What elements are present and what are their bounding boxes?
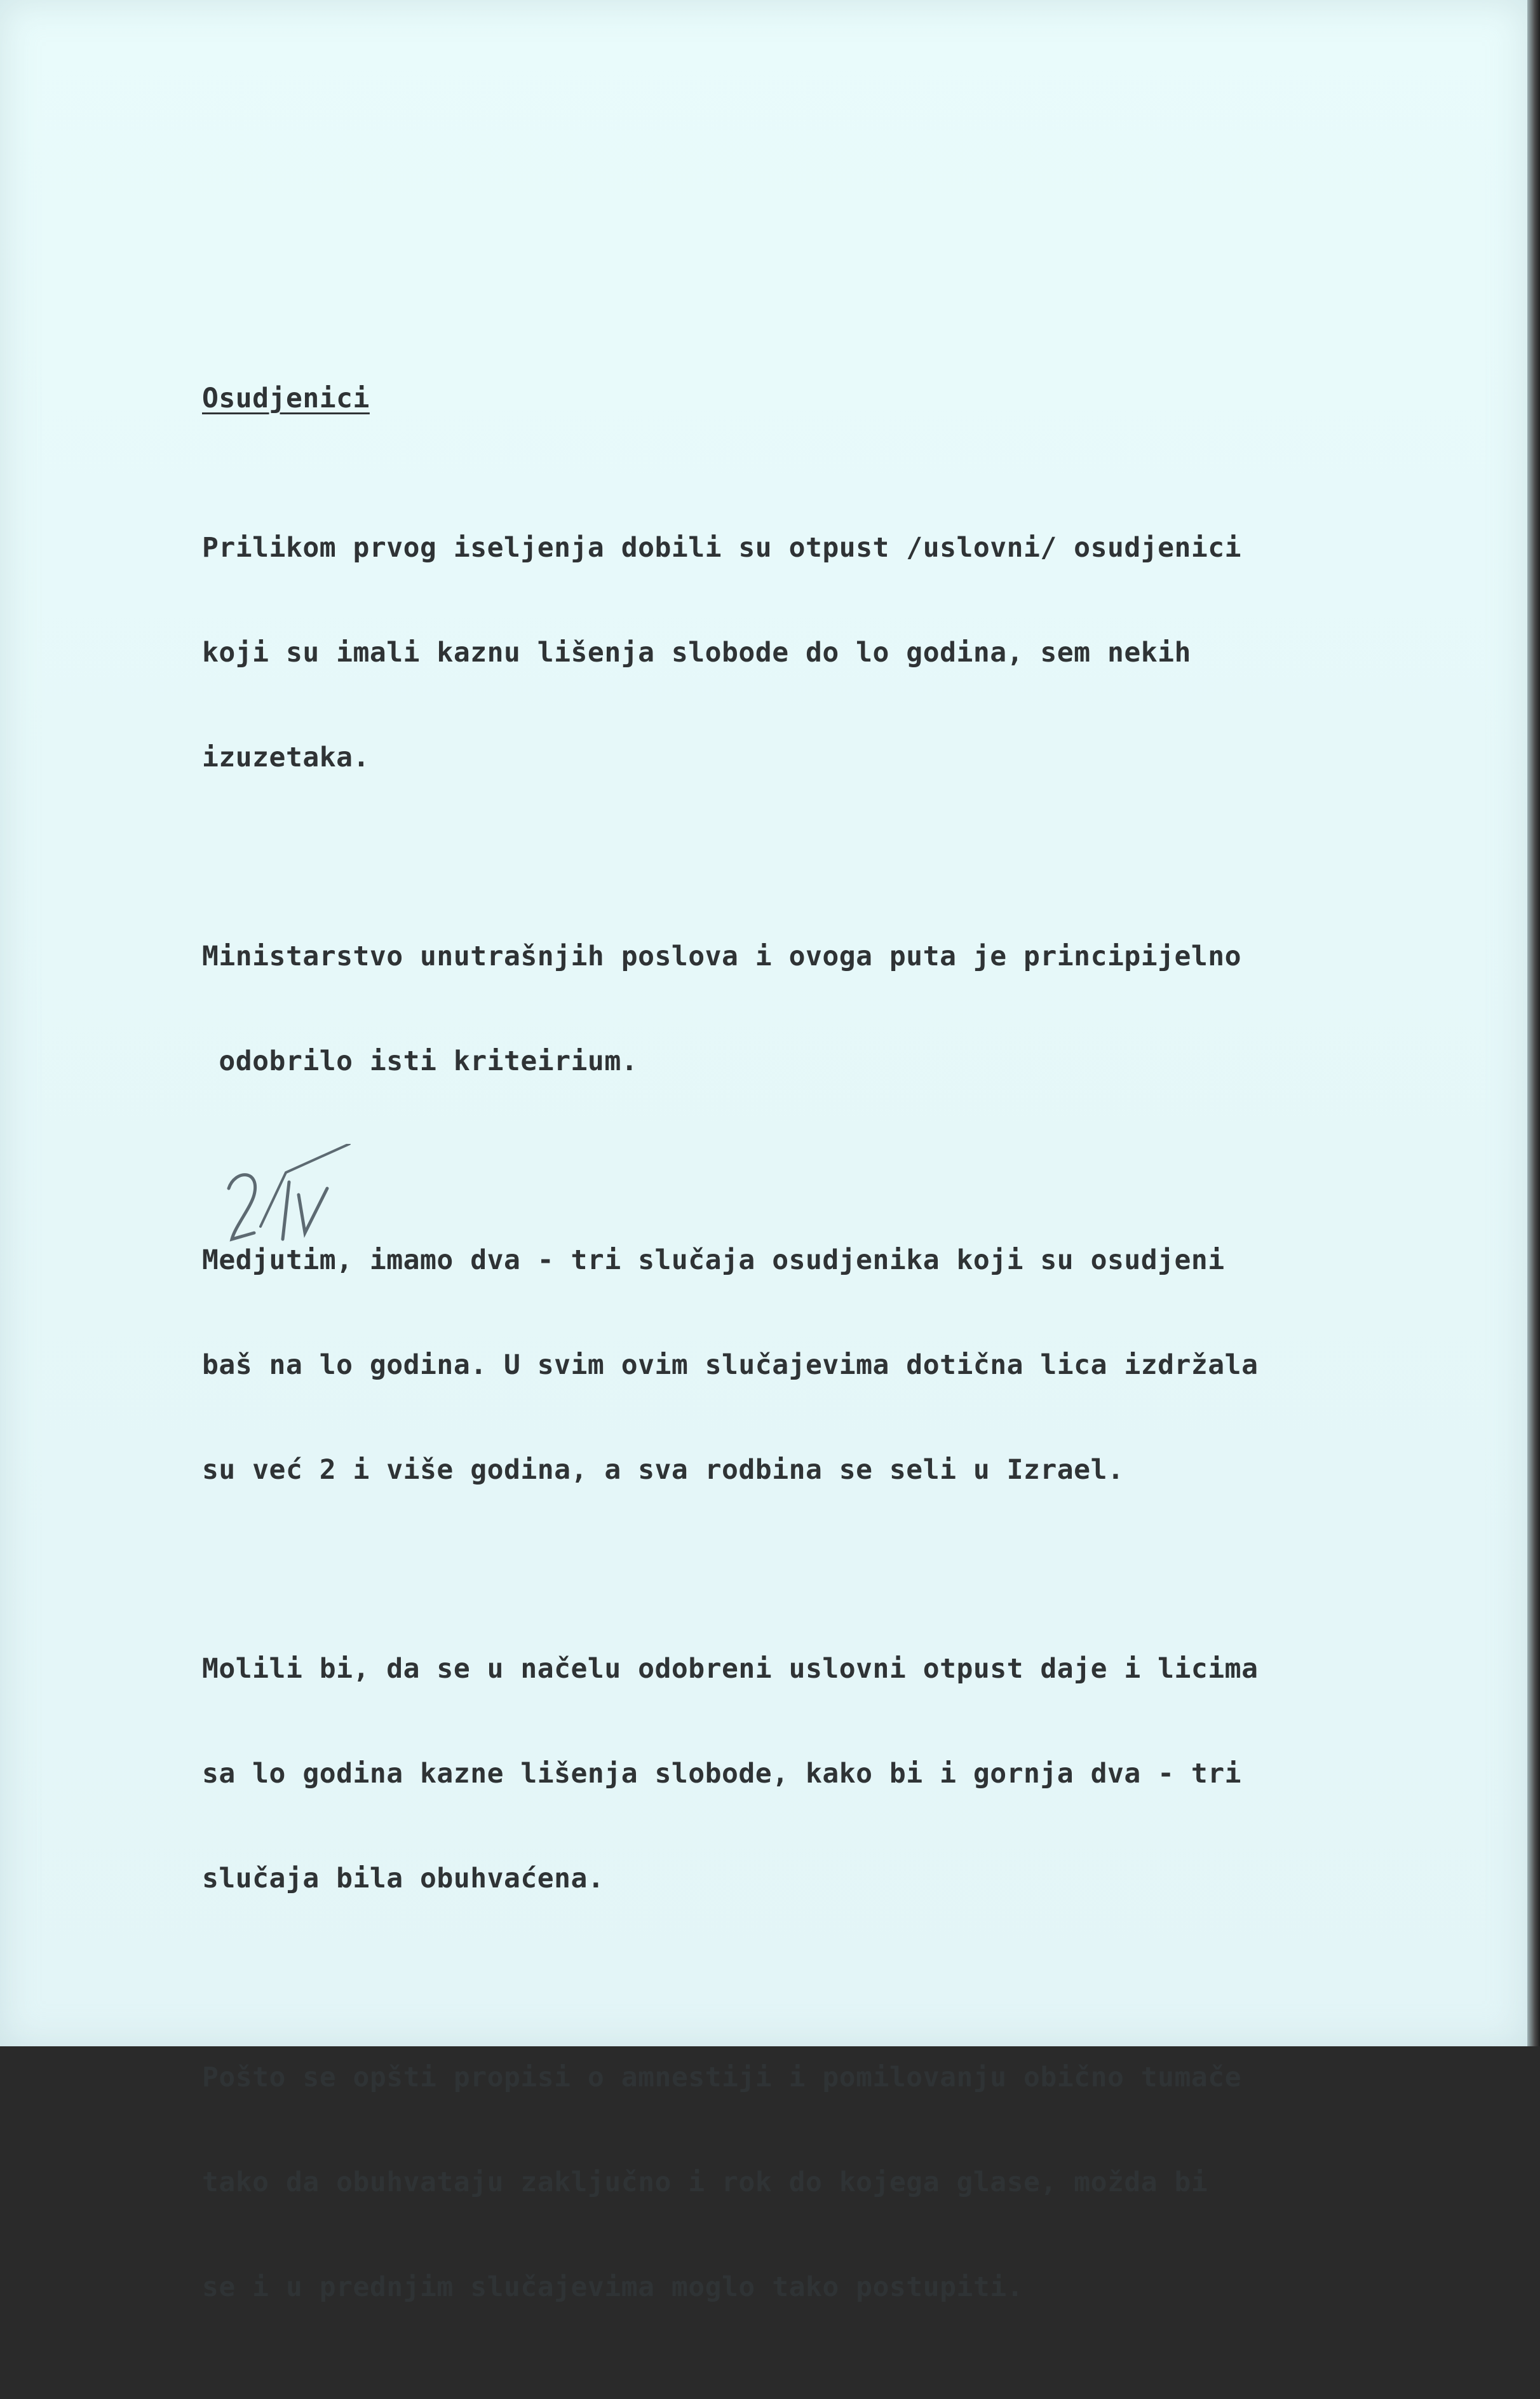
text-line: koji su imali kaznu lišenja slobode do lo godina, sem nekih: [202, 637, 1191, 669]
page-edge-shadow: [1527, 0, 1540, 2046]
text-line: slučaja bila obuhvaćena.: [202, 1863, 605, 1894]
text-line: odobrilo isti kriteirium.: [202, 1045, 638, 1077]
paragraph-3: [202, 1173, 1447, 1558]
document-heading: Osudjenici: [202, 383, 370, 414]
paragraph-5: [202, 1990, 1447, 2375]
text-line: baš na lo godina. U svim ovim slučajevima dotična lica izdržala: [202, 1349, 1259, 1381]
text-line: Molili bi, da se u načelu odobreni uslovni otpust daje i licima: [202, 1653, 1259, 1685]
text-line: su već 2 i više godina, a sva rodbina se seli u Izrael.: [202, 1454, 1125, 1486]
text-line: sa lo godina kazne lišenja slobode, kako bi i gornja dva - tri: [202, 1758, 1242, 1790]
paragraph-1: [202, 461, 1447, 845]
document-body: [202, 381, 1447, 2399]
text-line: Prilikom prvog iseljenja dobili su otpust /uslovni/ osudjenici: [202, 532, 1242, 564]
text-line: tako da obuhvataju zaključno i rok do kojega glase, možda bi: [202, 2166, 1208, 2198]
text-line: se i u prednjim slučajevima moglo tako postupiti.: [202, 2271, 1024, 2303]
text-line: Pošto se opšti propisi o amnestiji i pomilovanju obično tumače: [202, 2062, 1242, 2093]
paragraph-2: [202, 869, 1447, 1149]
handwritten-mark: [216, 1144, 368, 1271]
text-line: Medjutim, imamo dva - tri slučaja osudjenika koji su osudjeni: [202, 1244, 1225, 1276]
paragraph-4: [202, 1582, 1447, 1966]
text-line: Ministarstvo unutrašnjih poslova i ovoga puta je principijelno: [202, 941, 1242, 972]
text-line: izuzetaka.: [202, 742, 370, 773]
